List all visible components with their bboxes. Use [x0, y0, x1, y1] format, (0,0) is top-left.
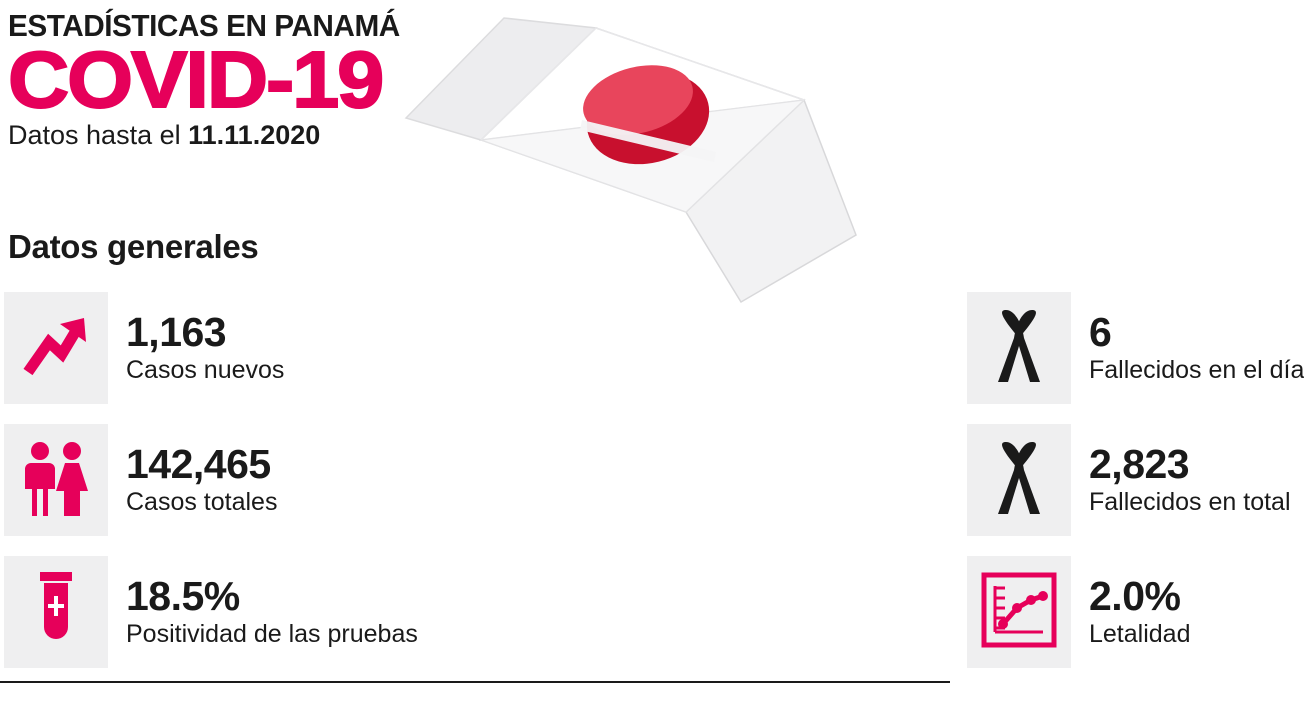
stat-label: Casos totales	[126, 487, 278, 516]
ribbon-icon	[988, 440, 1050, 521]
subtitle-prefix: Datos hasta el	[8, 119, 189, 150]
stat-fallecidos-dia	[475, 282, 1304, 414]
stat-casos-totales	[0, 414, 475, 546]
two-people-icon	[18, 440, 94, 521]
stat-value: 6	[1089, 308, 1112, 355]
test-tube-icon	[30, 570, 82, 655]
page-title: COVID-19	[8, 35, 383, 124]
icon-box	[967, 556, 1071, 668]
stat-value: 142,465	[126, 440, 271, 487]
stat-text	[1089, 308, 1304, 385]
stat-label: Letalidad	[1089, 619, 1191, 648]
icon-box	[967, 292, 1071, 404]
line-chart-icon	[981, 572, 1057, 653]
stat-text	[126, 308, 285, 385]
stat-value: 1,163	[126, 308, 227, 355]
icon-box	[4, 292, 108, 404]
icon-box	[967, 424, 1071, 536]
stat-positividad	[0, 546, 475, 678]
stat-letalidad	[475, 546, 1191, 678]
stat-text	[1089, 440, 1291, 517]
icon-box	[4, 424, 108, 536]
page-header	[8, 10, 478, 150]
stat-casos-nuevos	[0, 282, 475, 414]
icon-box	[4, 556, 108, 668]
bottom-divider	[0, 681, 950, 683]
stat-value: 2,823	[1089, 440, 1190, 487]
stat-text	[1089, 572, 1191, 649]
eyebrow-text: ESTADÍSTICAS EN PANAMÁ	[8, 8, 400, 43]
stat-fallecidos-total	[475, 414, 1291, 546]
ribbon-icon	[988, 308, 1050, 389]
stat-label: Casos nuevos	[126, 355, 285, 384]
stat-label: Positividad de las pruebas	[126, 619, 418, 648]
data-date: 11.11.2020	[188, 119, 321, 150]
stat-value: 2.0%	[1089, 572, 1181, 619]
trend-up-arrow-icon	[22, 312, 90, 385]
stat-text	[126, 440, 278, 517]
stat-label: Fallecidos en el día	[1089, 355, 1304, 384]
stat-label: Fallecidos en total	[1089, 487, 1291, 516]
stat-text	[126, 572, 418, 649]
section-title: Datos generales	[8, 228, 259, 265]
stats-grid	[0, 282, 1304, 678]
stat-value: 18.5%	[126, 572, 240, 619]
subtitle	[8, 121, 478, 151]
